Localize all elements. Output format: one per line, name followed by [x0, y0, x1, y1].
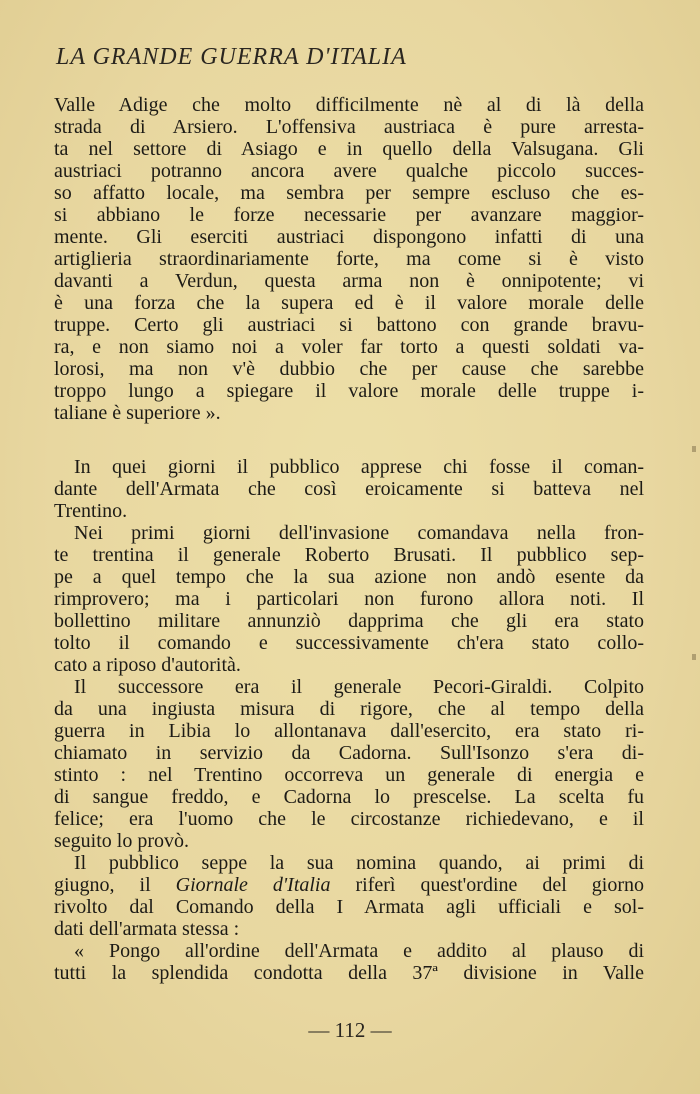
text-line: rimprovero; ma i particolari non furono allora noti. Il: [54, 588, 644, 610]
text-line: guerra in Libia lo allontanava dall'esercito, era stato ri-: [54, 720, 644, 742]
paragraph-group: [54, 456, 644, 984]
text-line: te trentina il generale Roberto Brusati. Il pubblico sep-: [54, 544, 644, 566]
text-line: ta nel settore di Asiago e in quello della Valsugana. Gli: [54, 138, 644, 160]
page-edge-mark: [692, 446, 696, 452]
text-line: Il successore era il generale Pecori-Giraldi. Colpito: [74, 676, 644, 698]
text-line: truppe. Certo gli austriaci si battono con grande bravu-: [54, 314, 644, 336]
text-line: austriaci potranno ancora avere qualche piccolo succes-: [54, 160, 644, 182]
text-line: « Pongo all'ordine dell'Armata e addito al plauso di: [74, 940, 644, 962]
text-line: tutti la splendida condotta della 37ª divisione in Valle: [54, 962, 644, 984]
text-fragment: riferì quest'ordine del giorno: [330, 874, 645, 896]
paragraph-continued: [54, 94, 644, 424]
text-line: di sangue freddo, e Cadorna lo prescelse. La scelta fu: [54, 786, 644, 808]
text-line: dante dell'Armata che così eroicamente si batteva nel: [54, 478, 644, 500]
text-line: mente. Gli eserciti austriaci dispongono infatti di una: [54, 226, 644, 248]
text-line: [54, 874, 644, 896]
page-number: — 112 —: [308, 1018, 392, 1042]
page-edge-mark: [692, 654, 696, 660]
text-line: lorosi, ma non v'è dubbio che per cause che sarebbe: [54, 358, 644, 380]
text-line: tolto il comando e successivamente ch'era stato collo-: [54, 632, 644, 654]
text-line: si abbiano le forze necessarie per avanzare maggior-: [54, 204, 644, 226]
text-line: è una forza che la supera ed è il valore morale delle: [54, 292, 644, 314]
text-line: ra, e non siamo noi a voler far torto a questi soldati va-: [54, 336, 644, 358]
text-line: seguito lo provò.: [54, 830, 189, 852]
text-line: dati dell'armata stessa :: [54, 918, 240, 940]
text-line: pe a quel tempo che la sua azione non andò esente da: [54, 566, 644, 588]
text-line: Valle Adige che molto difficilmente nè al di là della: [54, 94, 644, 116]
text-fragment: giugno, il: [54, 874, 176, 896]
text-line: cato a riposo d'autorità.: [54, 654, 241, 676]
text-line: In quei giorni il pubblico apprese chi fosse il coman-: [74, 456, 644, 478]
text-line: artiglieria straordinariamente forte, ma come si è visto: [54, 248, 644, 270]
text-line: Il pubblico seppe la sua nomina quando, ai primi di: [74, 852, 644, 874]
text-line: da una ingiusta misura di rigore, che al tempo della: [54, 698, 644, 720]
text-line: bollettino militare annunziò dapprima che gli era stato: [54, 610, 644, 632]
text-line: stinto : nel Trentino occorreva un generale di energia e: [54, 764, 644, 786]
text-line: so affatto locale, ma sembra per sempre escluso che es-: [54, 182, 644, 204]
text-line: troppo lungo a spiegare il valore morale delle truppe i-: [54, 380, 644, 402]
newspaper-title: Giornale d'Italia: [175, 874, 331, 896]
text-line: chiamato in servizio da Cadorna. Sull'Isonzo s'era di-: [54, 742, 644, 764]
text-line: rivolto dal Comando della I Armata agli ufficiali e sol-: [54, 896, 644, 918]
text-line: Trentino.: [54, 500, 128, 522]
running-head: LA GRANDE GUERRA D'ITALIA: [56, 44, 407, 70]
text-line: felice; era l'uomo che le circostanze richiedevano, e il: [54, 808, 644, 830]
text-line: davanti a Verdun, questa arma non è onnipotente; vi: [54, 270, 644, 292]
text-line: strada di Arsiero. L'offensiva austriaca è pure arresta-: [54, 116, 644, 138]
text-line: taliane è superiore ».: [54, 402, 221, 424]
text-line: Nei primi giorni dell'invasione comandava nella fron-: [74, 522, 644, 544]
